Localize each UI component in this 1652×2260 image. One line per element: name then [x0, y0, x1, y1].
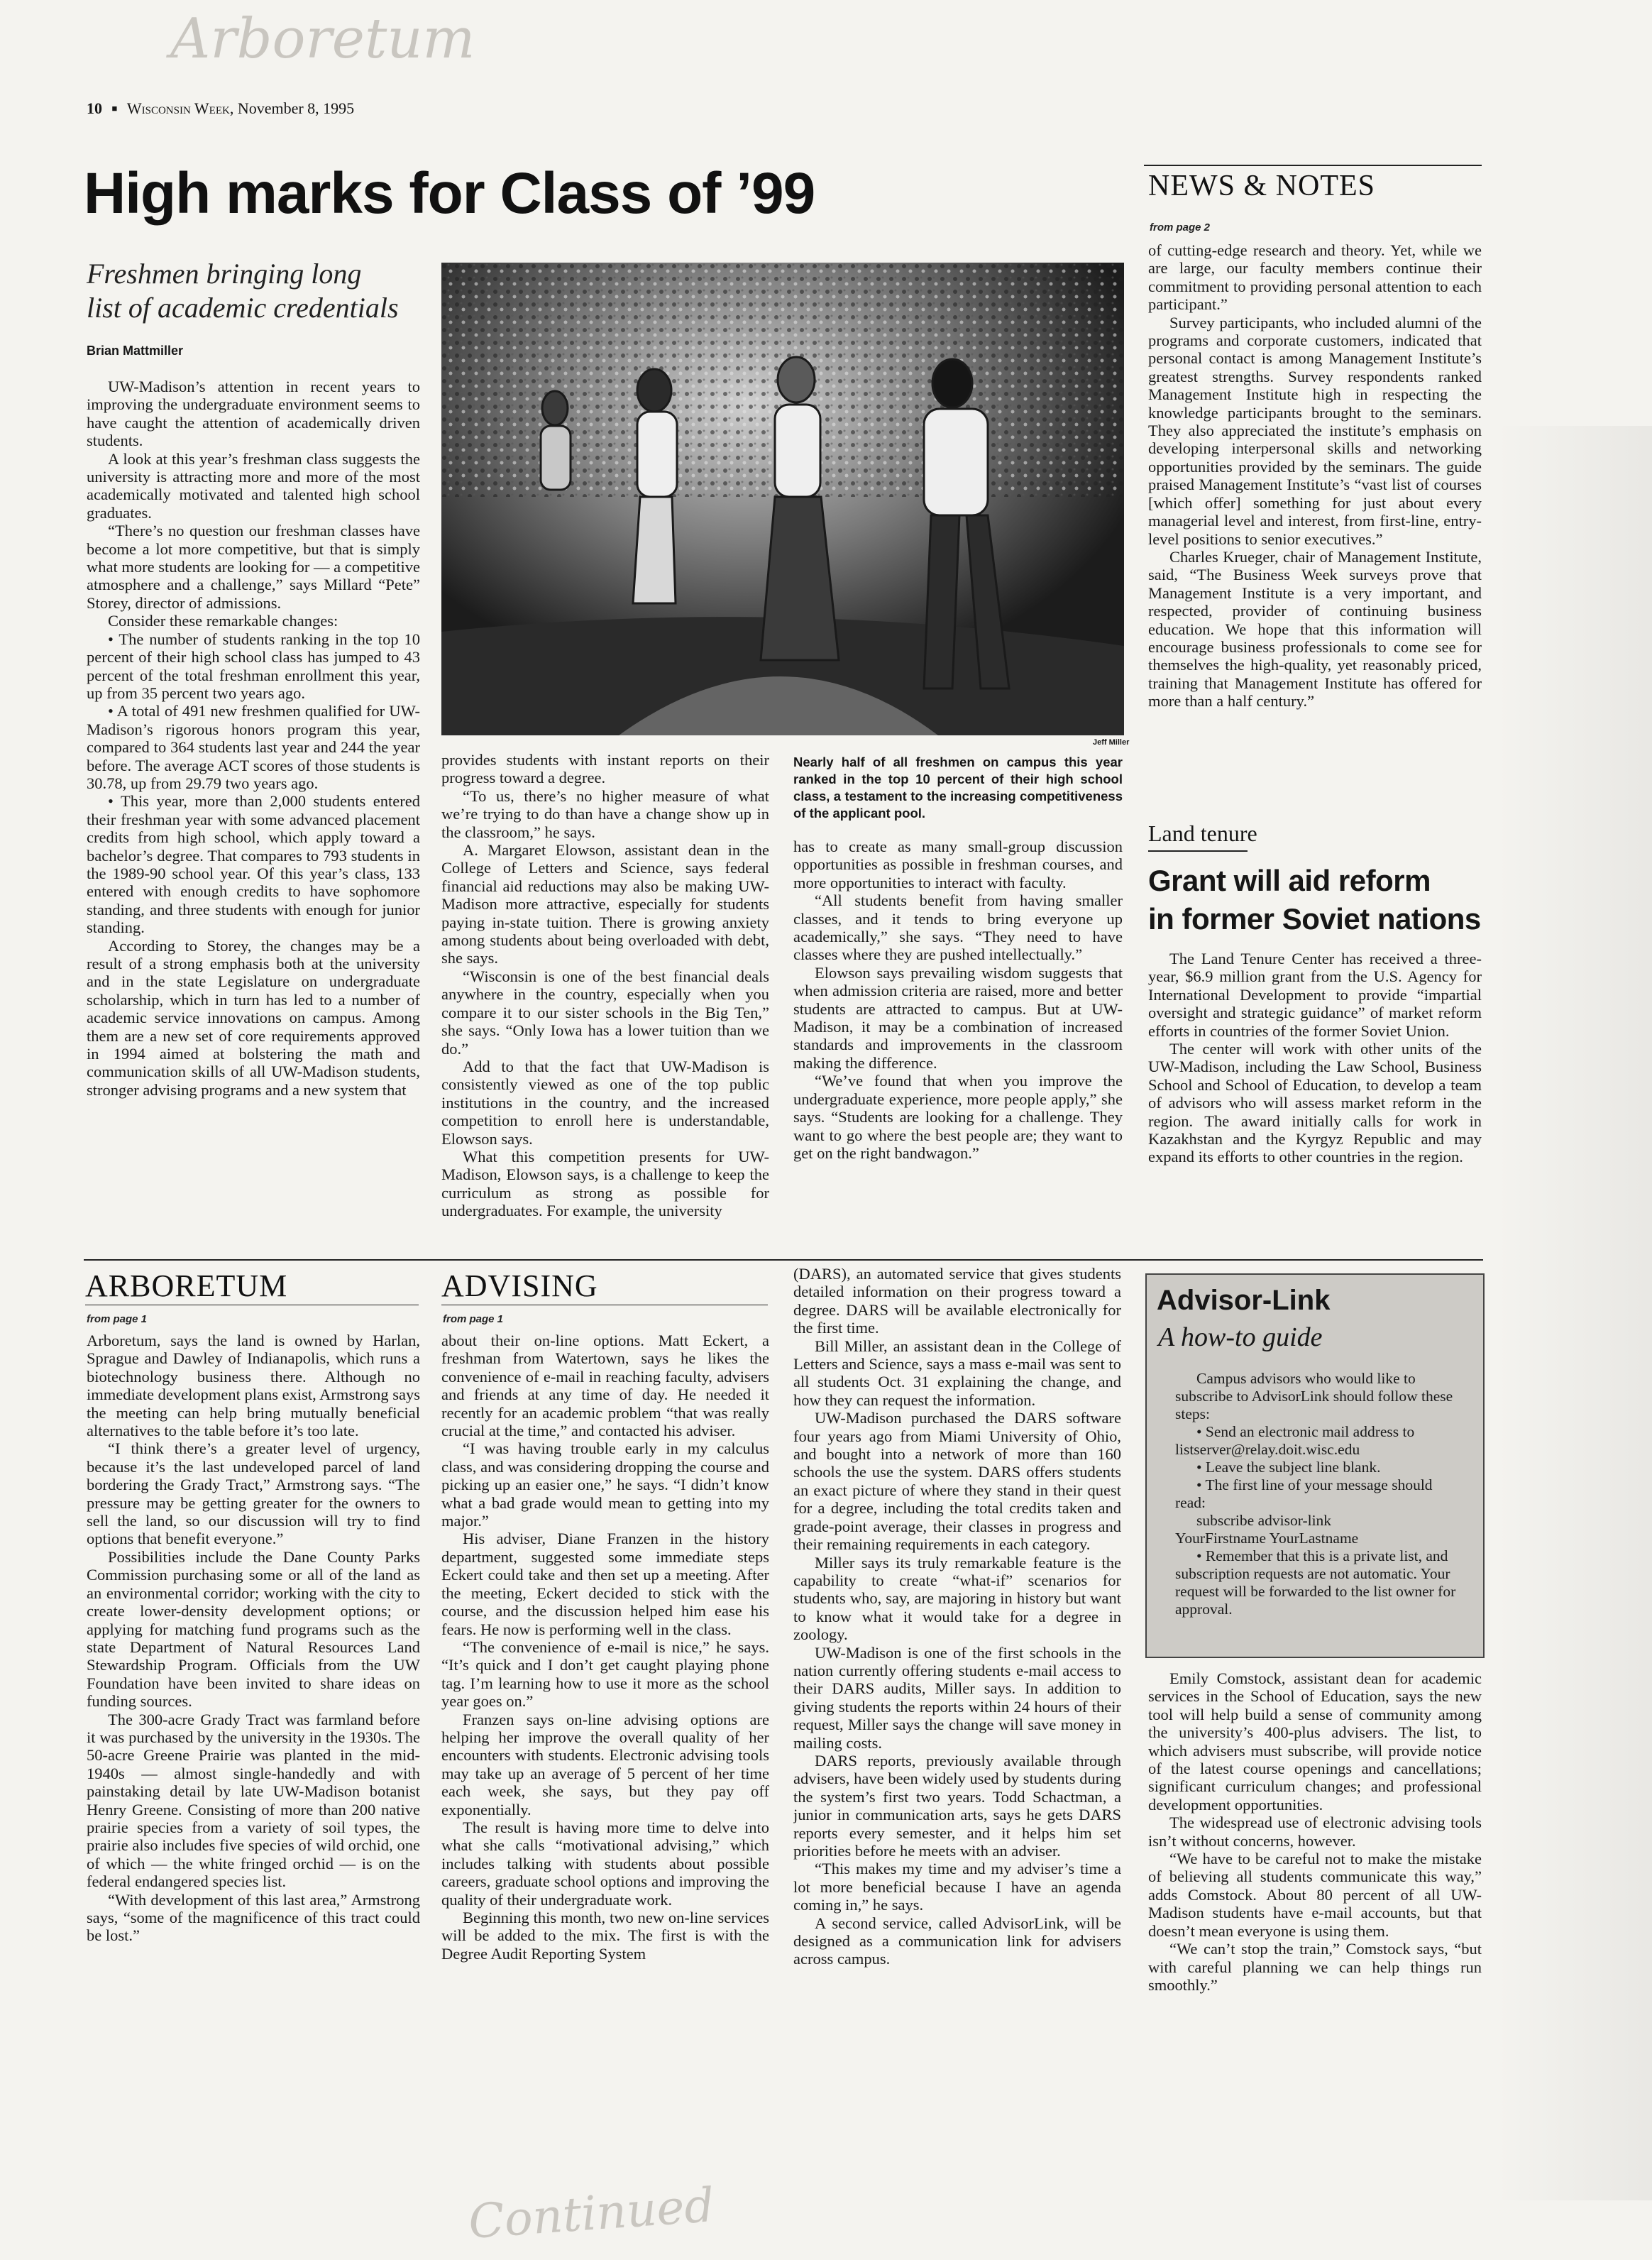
lead-photo [441, 263, 1124, 735]
land-tenure-kicker: Land tenure [1148, 821, 1257, 846]
photo-credit: Jeff Miller [1093, 738, 1130, 747]
paragraph: “We can’t stop the train,” Comstock says, “but with careful planning we can help things run smoothly.” [1148, 1940, 1482, 1994]
lead-headline: High marks for Class of ’99 [84, 161, 815, 226]
section-rule [1144, 165, 1482, 166]
paragraph: A second service, called AdvisorLink, will be designed as a communication link for advisers across campus. [793, 1914, 1121, 1968]
paragraph: UW-Madison purchased the DARS software four years ago from Miami University of Ohio, and bought into a network of more than 160 schools the use the system. DARS offers students an exact picture of where they stand in their quest for a degree, including the total credits taken and grade-point average, their classes in progress and their remaining requirements in each category. [793, 1409, 1121, 1554]
lead-column-3 [793, 838, 1123, 1252]
handwritten-note-top: Arboretum [170, 7, 475, 71]
headline-line: in former Soviet nations [1148, 902, 1481, 936]
folio-line [87, 99, 354, 118]
paragraph: A. Margaret Elowson, assistant dean in the College of Letters and Science, says federal financial aid reductions may also be making UW-Madison more attractive, especially for students paying in-state tuition. There is growing anxiety among students about being overloaded with debt, she says. [441, 841, 769, 967]
advisor-link-box [1145, 1273, 1485, 1658]
paragraph: What this competition presents for UW-Madison, Elowson says, is a challenge to keep the curriculum as strong as possible for undergraduates. For example, the university [441, 1147, 769, 1220]
paragraph: Franzen says on-line advising options are helping her improve the overall quality of her encounters with students. Electronic advising tools may take up an average of 5 percent of her time each week, she says, but they pay off exponentially. [441, 1710, 769, 1819]
byline: Brian Mattmiller [87, 344, 184, 358]
paragraph: Emily Comstock, assistant dean for academic services in the School of Education, says the new tool will help build a sense of community among the university’s 400-plus advisers. The list, to which advisers must subscribe, will provide notice of the latest course openings and cancellations; significant curriculum changes; and professional development opportunities. [1148, 1669, 1482, 1814]
paragraph: “This makes my time and my adviser’s time a lot more beneficial because I have an agenda coming in,” he says. [793, 1860, 1121, 1914]
advising-title: ADVISING [441, 1268, 598, 1303]
paragraph: A look at this year’s freshman class suggests the university is attracting more and more of the most academically motivated and talented high school graduates. [87, 449, 420, 522]
paragraph: His adviser, Diane Franzen in the history department, suggested some immediate steps Eckert could take and then set up a meeting. After the meeting, Eckert decided to stick with the course, and the discussion helped him ease his fears. He now is performing well in the class. [441, 1530, 769, 1638]
step-item: • The first line of your message should read: [1175, 1476, 1433, 1511]
advisor-link-title: Advisor-Link [1157, 1285, 1331, 1316]
paragraph: The result is having more time to delve into what she calls “motivational advising,” which includes talking with students about possible careers, graduate school options and improving the quality of their undergraduate work. [441, 1818, 769, 1909]
paragraph: “All students benefit from having smaller classes, and it tends to bring everyone up academically,” she says. “They need to have classes where they are pushed intellectually.” [793, 892, 1123, 964]
paragraph: Beginning this month, two new on-line services will be added to the mix. The first is with the Degree Audit Reporting System [441, 1909, 769, 1963]
deck-line: list of academic credentials [87, 292, 399, 324]
paragraph: “I was having trouble early in my calculus class, and was considering dropping the course and picking up an easier one,” he says. “I didn’t know what a bad grade would mean to getting into my major.” [441, 1439, 769, 1530]
advising-column-3 [1148, 1669, 1482, 2102]
publication-name: Wisconsin Week, [126, 99, 234, 117]
step-item: • Send an electronic mail address to listserver@relay.doit.wisc.edu [1175, 1423, 1415, 1458]
bullet-item: • This year, more than 2,000 students entered their freshman year with some advanced placement credits from high school, which apply toward a bachelor’s degree. That compares to 793 students in the 1989-90 school year. Of this year’s class, 133 entered with enough credits to have sophomore standing, and three students with enough for junior standing. [87, 792, 420, 937]
paragraph: Miller says its truly remarkable feature is the capability to create “what-if” scenarios for students who, say, are majoring in history but want to know what it would take for a degree in zoology. [793, 1553, 1121, 1644]
paragraph: Consider these remarkable changes: [108, 612, 338, 630]
page-edge-shadow [1497, 426, 1652, 2200]
paragraph: DARS reports, previously available through advisers, have been widely used by students during the system’s first two years. Todd Schactman, a junior in communication arts, says he gets DARS reports every semester, and it helps him set priorities before he meets with an adviser. [793, 1751, 1121, 1860]
arboretum-body [87, 1332, 420, 2098]
paragraph: “Wisconsin is one of the best financial deals anywhere in the country, especially when you compare it to our sister schools in the Big Ten,” she says. “Only Iowa has a lower tuition than we do.” [441, 967, 769, 1058]
page-number: 10 [87, 99, 102, 117]
news-notes-title: NEWS & NOTES [1148, 170, 1375, 202]
paragraph: has to create as many small-group discussion opportunities as possible in freshman courses, and more opportunities to interact with faculty. [793, 838, 1123, 892]
horizontal-divider [84, 1259, 1483, 1261]
paragraph: “With development of this last area,” Armstrong says, “some of the magnificence of this tract could be lost.” [87, 1890, 420, 1945]
paragraph: The center will work with other units of the UW-Madison, including the Law School, Business School and School of Education, to develop a team of advisors who will assess market reform in the region. The award initially calls for work in Kazakhstan and the Kyrgyz Republic and may expand its efforts to other countries in the region. [1148, 1040, 1482, 1166]
paragraph: “We’ve found that when you improve the undergraduate experience, more people apply,” she says. “Students are looking for a challenge. They want to go where the best people are; they want to get on the right bandwagon.” [793, 1072, 1123, 1162]
paragraph: Survey participants, who included alumni of the programs and corporate customers, indicated that personal contact is among Management Institute’s greatest strengths. Survey respondents ranked Management Institute high in respecting the knowledge participants brought to the seminars. They also appreciated the institute’s emphasis on developing interpersonal skills and networking opportunities provided by the seminars. The guide praised Management Institute’s “vast list of courses [which offer] something for just about every managerial level and interest, from first-line, entry-level positions to senior executives.” [1148, 313, 1482, 548]
jump-line: from page 2 [1150, 221, 1211, 234]
issue-date: November 8, 1995 [237, 99, 355, 117]
paragraph: about their on-line options. Matt Eckert, a freshman from Watertown, says he likes the convenience of e-mail in reaching faculty, advisers and friends at any time of day. He needed it recently for an academic problem “that was really crucial at the time,” and contacted his adviser. [441, 1332, 769, 1440]
paragraph: Add to that the fact that UW-Madison is consistently viewed as one of the top public institutions in the country, and the increased competition to enroll here is understandable, Elowson says. [441, 1057, 769, 1148]
advisor-link-steps [1175, 1370, 1466, 1618]
jump-line: from page 1 [87, 1313, 148, 1325]
paragraph: The 300-acre Grady Tract was farmland before it was purchased by the university in the 1930s. The 50-acre Greene Prairie was planted in the mid-1940s — almost single-handedly and with painstaking detail by late UW-Madison botanist Henry Greene. Consisting of more than 200 native prairie species from a variety of soil types, the prairie also includes five species of wild orchid, one of which — the white fringed orchid — is on the federal endangered species list. [87, 1710, 420, 1891]
bullet-item: • A total of 491 new freshmen qualified for UW-Madison’s rigorous honors program this year, compared to 364 students last year and 244 the year before. The average ACT scores of those students is 30.78, up from 29.79 two years ago. [87, 702, 420, 792]
bullet-item: • The number of students ranking in the top 10 percent of their high school class has jumped to 43 percent of the total freshman enrollment this year, up from 35 percent two years ago. [87, 630, 420, 702]
paragraph: Charles Krueger, chair of Management Institute, said, “The Business Week surveys prove that Management Institute is a very important, and respected, provider of continuing business education. We hope that this information will encourage business professionals to come see for themselves the high-quality, yet reasonably priced, training that Management Institute has offered for more than a half century.” [1148, 547, 1482, 711]
paragraph: “The convenience of e-mail is nice,” he says. “It’s quick and I don’t get caught playing phone tag. I’m learning how to use it more as the school year goes on.” [441, 1638, 769, 1711]
step-command: YourFirstname YourLastname [1175, 1530, 1359, 1547]
arboretum-title: ARBORETUM [85, 1268, 288, 1303]
students-walking-photo [441, 263, 1124, 735]
jump-line: from page 1 [443, 1313, 504, 1325]
handwritten-note-bottom: Continued [466, 2178, 716, 2249]
paragraph: “I think there’s a greater level of urgency, because it’s the last undeveloped parcel of land bordering the Grady Tract,” Armstrong says. “The pressure may be getting greater for the owners to sell the land, so our discussion will try to find options that benefit everyone.” [87, 1439, 420, 1548]
news-notes-body [1148, 241, 1482, 809]
land-tenure-body [1148, 950, 1482, 1254]
paragraph: Arboretum, says the land is owned by Harlan, Sprague and Dawley of Indianapolis, which runs a biotechnology business there. Although no immediate development plans exist, Armstrong says the meeting can help bring mutually beneficial alternatives to the table before it’s too late. [87, 1332, 420, 1440]
paragraph: UW-Madison’s attention in recent years to improving the undergraduate environment seems to have caught the attention of academically driven students. [87, 378, 420, 450]
kicker-rule [1148, 850, 1248, 852]
paragraph: The Land Tenure Center has received a three-year, $6.9 million grant from the U.S. Agency for International Development to provide “impartial oversight and strategic guidance” of market reform efforts in countries of the former Soviet Union. [1148, 950, 1482, 1040]
headline-line: Grant will aid reform [1148, 864, 1431, 897]
paragraph: “There’s no question our freshman classes have become a lot more competitive, but that is simply what more students are looking for — a competitive atmosphere and a challenge,” says Millard “Pete” Storey, director of admissions. [87, 522, 420, 612]
paragraph: Possibilities include the Dane County Parks Commission purchasing some or all of the land as an environmental corridor; working with the city to create lower-density development options; or applying for matching fund programs such as the state Department of Natural Resources Land Stewardship Program. Officials from the UW Foundation have been invited to share ideas on funding sources. [87, 1547, 420, 1711]
paragraph: Bill Miller, an assistant dean in the College of Letters and Science, says a mass e-mail was sent to all students Oct. 31 explaining the change, and how they can request the information. [793, 1337, 1121, 1409]
advisor-link-subtitle: A how-to guide [1158, 1322, 1323, 1352]
lead-column-2 [441, 751, 769, 1252]
folio-separator: ■ [111, 103, 118, 114]
step-item: • Leave the subject line blank. [1196, 1459, 1381, 1476]
step-command: subscribe advisor-link [1196, 1512, 1332, 1529]
land-tenure-headline [1148, 862, 1489, 938]
advising-column-1 [441, 1332, 769, 2098]
paragraph: According to Storey, the changes may be a result of a strong emphasis both at the university and in the state Legislature on undergraduate scholarship, which in turn has led to a number of academic service innovations on campus. Among them are a new set of core requirements approved in 1994 aimed at bolstering the math and communication skills of all UW-Madison students, stronger advising programs and a new system that [87, 936, 420, 1099]
paragraph: of cutting-edge research and theory. Yet, while we are large, our faculty members continue their commitment to providing personal attention to each participant.” [1148, 241, 1482, 314]
photo-caption: Nearly half of all freshmen on campus this year ranked in the top 10 percent of their high school class, a testament to the increasing competitiveness of the applicant pool. [793, 755, 1123, 821]
advising-column-2 [793, 1265, 1121, 2102]
paragraph: “To us, there’s no higher measure of what we’re trying to do than have a change show up in the classroom,” he says. [441, 786, 769, 841]
paragraph: (DARS), an automated service that gives students detailed information on their progress toward a degree. DARS will be available electronically for the first time. [793, 1265, 1121, 1337]
paragraph: The widespread use of electronic advising tools isn’t without concerns, however. [1148, 1814, 1482, 1850]
paragraph: “We have to be careful not to make the mistake of believing all students communicate this way,” adds Comstock. About 80 percent of all UW-Madison students have e-mail accounts, but that doesn’t mean everyone is using them. [1148, 1850, 1482, 1940]
paragraph: Elowson says prevailing wisdom suggests that when admission criteria are raised, more and better students are attracted to campus. But at UW-Madison, it may be a combination of increased standards and improvements in the classroom making the difference. [793, 963, 1123, 1072]
step-text: Campus advisors who would like to subscribe to AdvisorLink should follow these steps: [1175, 1370, 1453, 1422]
lead-deck [87, 257, 434, 325]
step-item: • Remember that this is a private list, and subscription requests are not automatic. Your request will be forwarded to the list owner for approval. [1175, 1547, 1456, 1618]
paragraph: UW-Madison is one of the first schools in the nation currently offering students e-mail access to their DARS audits, Miller says. In addition to giving students the reports within 24 hours of their request, Miller says the change will save money in mailing costs. [793, 1643, 1121, 1752]
paragraph: provides students with instant reports on their progress toward a degree. [441, 751, 769, 787]
lead-column-1 [87, 378, 420, 1252]
deck-line: Freshmen bringing long [87, 258, 362, 290]
